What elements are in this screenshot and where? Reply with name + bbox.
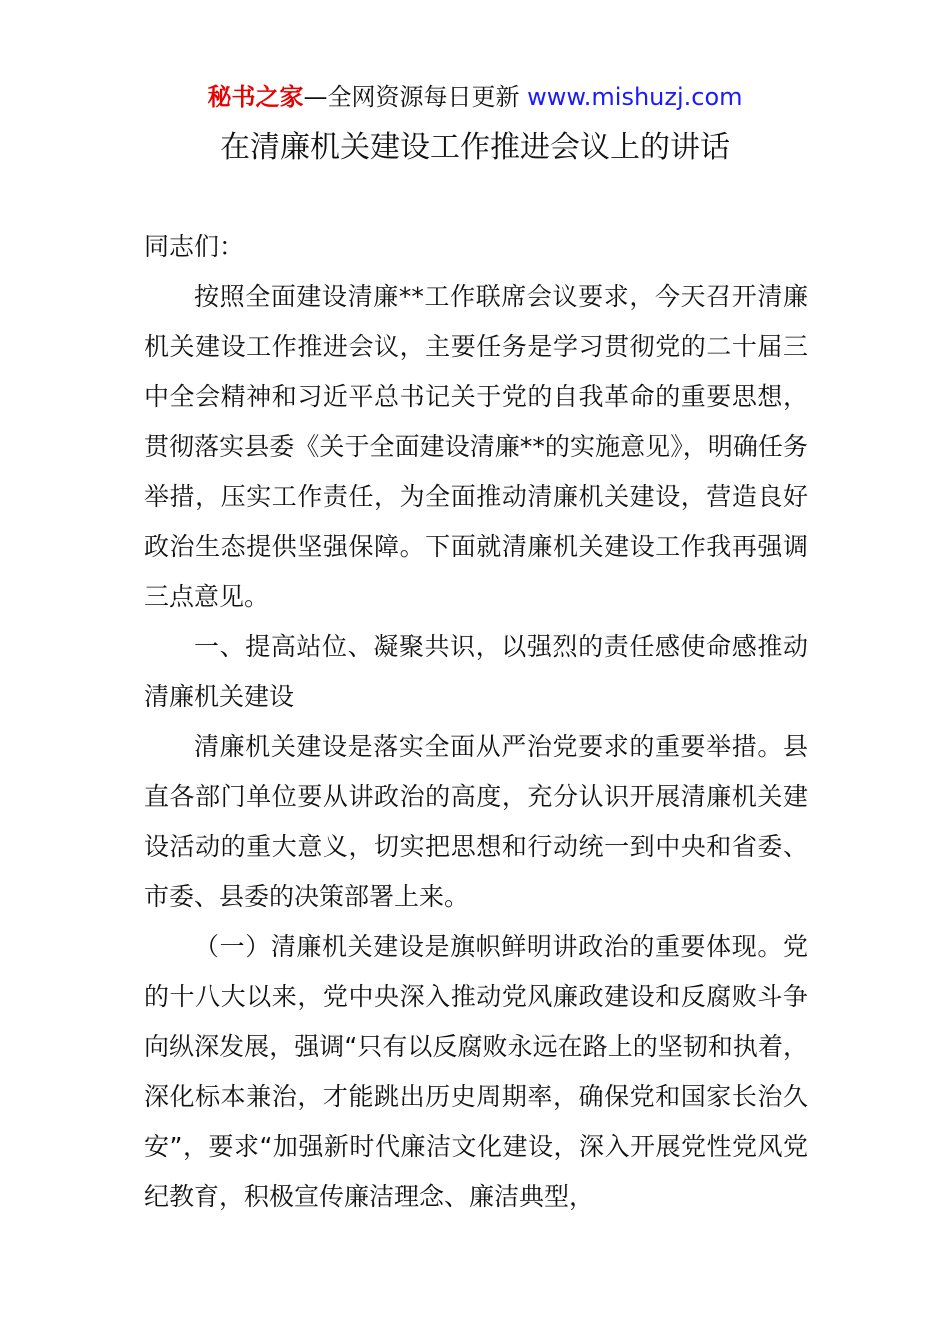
site-brand: 秘书之家 bbox=[207, 83, 304, 111]
section-heading-1: 一、提高站位、凝聚共识，以强烈的责任感使命感推动清廉机关建设 bbox=[144, 632, 808, 711]
site-url[interactable]: www.mishuzj.com bbox=[527, 83, 743, 111]
document-title: 在清廉机关建设工作推进会议上的讲话 bbox=[220, 130, 730, 165]
paragraph-section-1: 清廉机关建设是落实全面从严治党要求的重要举措。县直各部门单位要从讲政治的高度，充分认识开展清廉机关建设活动的重大意义，切实把思想和行动统一到中央和省委、市委、县委的决策部署上来。 bbox=[144, 732, 808, 911]
greeting: 同志们： bbox=[144, 232, 245, 261]
site-tagline: —全网资源每日更新 bbox=[303, 83, 520, 111]
site-header bbox=[0, 80, 950, 114]
document-body bbox=[144, 222, 808, 1222]
paragraph-subsection-1: （一）清廉机关建设是旗帜鲜明讲政治的重要体现。党的十八大以来，党中央深入推动党风廉政建设和反腐败斗争向纵深发展，强调“只有以反腐败永远在路上的坚韧和执着，深化标本兼治，才能跳出历史周期率，确保党和国家长治久安”，要求“加强新时代廉洁文化建设，深入开展党性党风党纪教育，积极宣传廉洁理念、廉洁典型， bbox=[144, 932, 808, 1211]
paragraph-intro: 按照全面建设清廉**工作联席会议要求，今天召开清廉机关建设工作推进会议，主要任务是学习贯彻党的二十届三中全会精神和习近平总书记关于党的自我革命的重要思想，贯彻落实县委《关于全面建设清廉**的实施意见》，明确任务举措，压实工作责任，为全面推动清廉机关建设，营造良好政治生态提供坚强保障。下面就清廉机关建设工作我再强调三点意见。 bbox=[144, 282, 808, 611]
